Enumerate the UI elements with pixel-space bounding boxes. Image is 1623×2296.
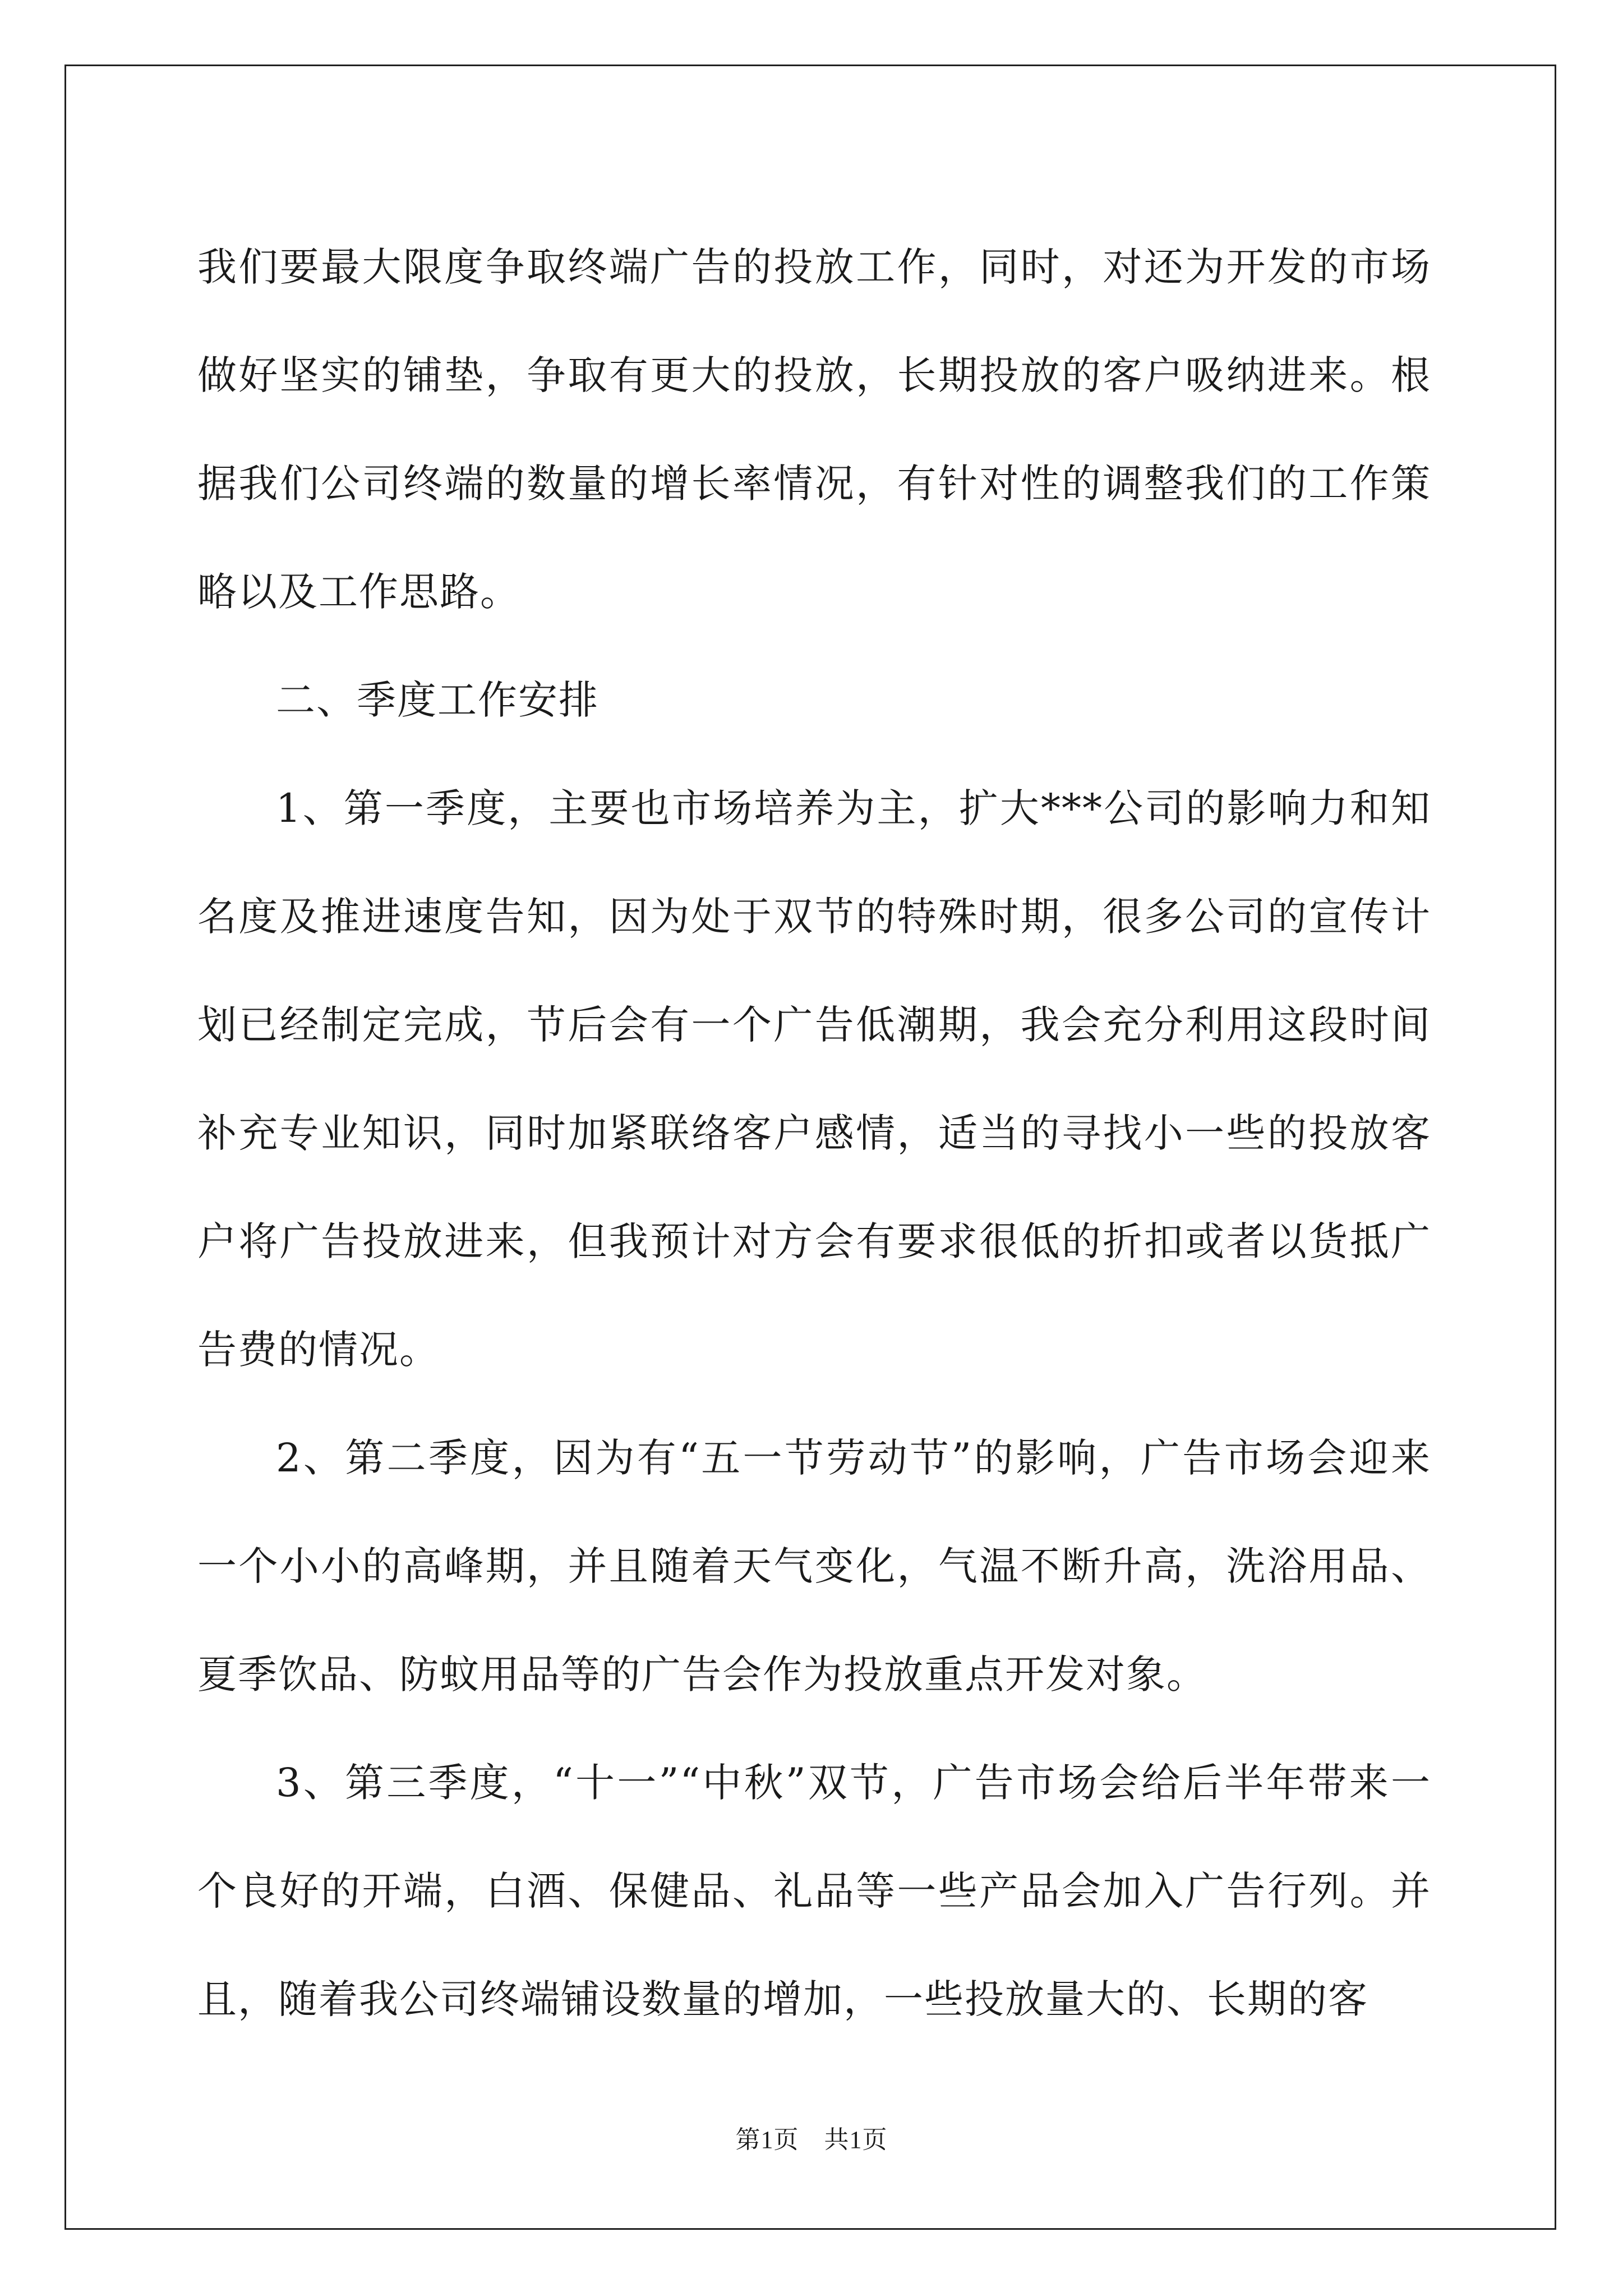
paragraph-q1: 1、第一季度，主要也市场培养为主，扩大***公司的影响力和知名度及推进速度告知，因为处于双节的特殊时期，很多公司的宣传计划已经制定完成，节后会有一个广告低潮期，我会充分利用这段时间补充专业知识，同时加紧联络客户感情，适当的寻找小一些的投放客户将广告投放进来，但我预计对方会有要求很低的折扣或者以货抵广告费的情况。 (197, 785, 1431, 1373)
paragraph-q3: 3、第三季度，“十一”“中秋”双节，广告市场会给后半年带来一个良好的开端，白酒、保健品、礼品等一些产品会加入广告行列。并且，随着我公司终端铺设数量的增加，一些投放量大的、长期的客 (197, 1760, 1431, 2022)
paragraph-continuation: 我们要最大限度争取终端广告的投放工作，同时，对还为开发的市场做好坚实的铺垫，争取有更大的投放，长期投放的客户吸纳进来。根据我们公司终端的数量的增长率情况，有针对性的调整我们的工作策略以及工作思路。 (197, 244, 1431, 615)
page-number-label: 第1页 共1页 (735, 2126, 888, 2154)
page-footer (0, 2119, 1623, 2155)
paragraph-q2: 2、第二季度，因为有“五一节劳动节”的影响，广告市场会迎来一个小小的高峰期，并且随着天气变化，气温不断升高，洗浴用品、夏季饮品、防蚊用品等的广告会作为投放重点开发对象。 (197, 1435, 1431, 1697)
document-body (197, 213, 1431, 2054)
section-heading: 二、季度工作安排 (276, 677, 599, 723)
